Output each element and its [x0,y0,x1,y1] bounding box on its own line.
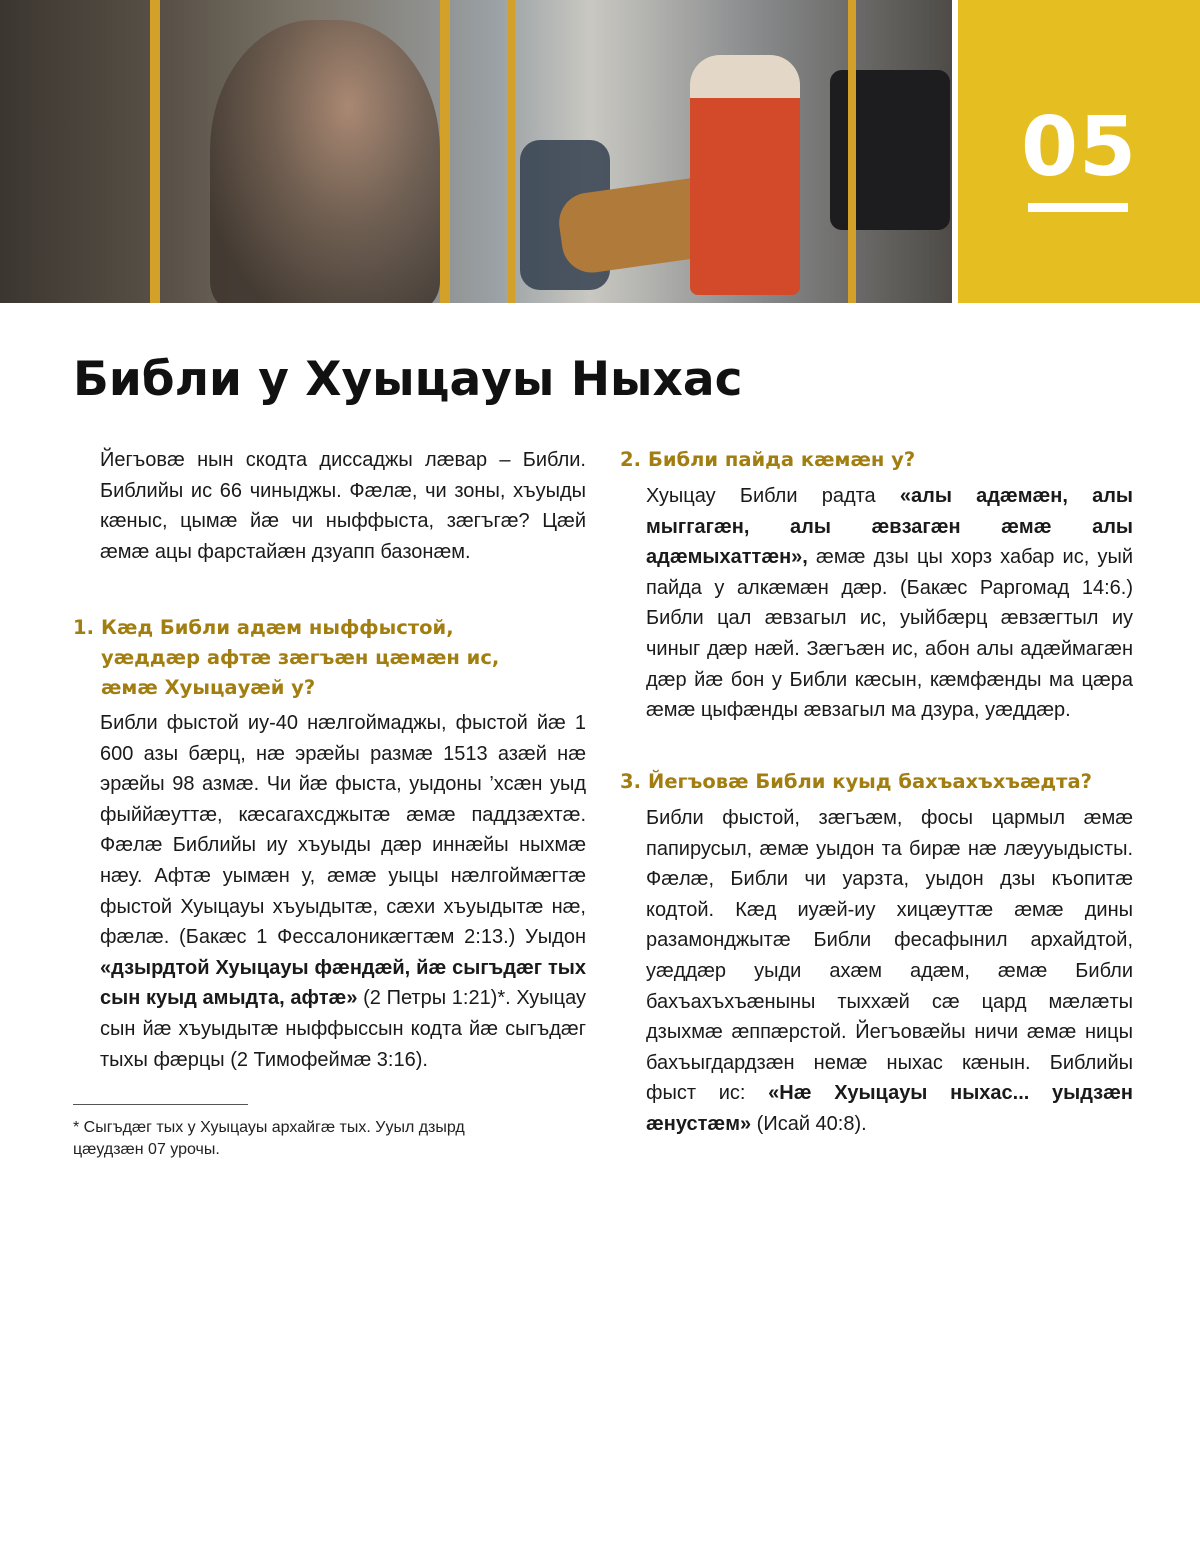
handrail-pole [508,0,515,303]
answer-3-paragraph: Библи фыстой, зæгъæм, фосы цармыл æмæ папирусыл, æмæ уыдон та бирæ нæ лæууыдысты. Фæлæ, Библи чи уарзта, уыдон дзы къопитæ кодтой. Кæд иуæй-иу хицæуттæ æмæ дины разамонджытæ Библи фесафынил архайдтой, уæддæр уыди ахæм адæм, æмæ Библи бахъахъхъæныны тыххæй сæ цард мæлæты дзыхмæ æппæрстой. Йегъовæйы ничи æмæ ницы бахъыгдардзæн немæ ныхас кæнын. Библийы фыст ис: «Нæ Хуыцауы ныхас... уыдзæн æнустæм» (Исай 40:8). [646,807,1133,1135]
footnote: * Сыгъдæг тых у Хуыцауы архайгæ тых. Ууыл дзырд цæудзæн 07 урочы. [73,1119,465,1158]
question-3-heading: 3. Йегъовæ Библи куыд бахъахъхъæдта? [620,770,1092,793]
question-2-heading: 2. Библи пайда кæмæн у? [620,448,916,471]
lesson-badge [958,0,1200,303]
reader-figure [690,55,800,295]
blurred-passenger [210,20,440,303]
header-photo [0,0,952,303]
question-1-heading: 1. Кæд Библи адæм ныффыстой, уæддæр афтæ зæгъæн цæмæн ис, æмæ Хуыцауæй у? [73,616,500,699]
handrail-pole [440,0,450,303]
handrail-pole [150,0,160,303]
badge-underline [1028,203,1128,212]
intro-paragraph: Йегъовæ нын скодта диссаджы лæвар – Библи. Библийы ис 66 чиныджы. Фæлæ, чи зоны, хъуыды кæныс, цымæ йæ чи ныффыста, зæгъгæ? Цæй æмæ ацы фарстайæн дзуапп базонæм. [100,449,586,563]
answer-2-paragraph: Хуыцау Библи радта «алы адæмæн, алы мыггагæн, алы æвзагæн æмæ алы адæмыхаттæн», æмæ дзы цы хорз хабар ис, уый пайда у алкæмæн дæр. (Бакæс Раргомад 14:6.) Библи цал æвзагыл ис, уыйбæрц æвзæгтыл иу чиныг дæр нæй. Зæгъæн ис, абон алы адæймагæн дæр йæ бон у Библи кæсын, кæмфæнды ма цæра æмæ цыфæнды æвзагыл ма дзура, уæддæр. [646,485,1134,722]
page-title: Библи у Хуыцауы Ныхас [73,352,743,407]
footnote-divider [73,1104,248,1105]
handrail-pole [848,0,856,303]
lesson-number: 05 [1020,100,1138,195]
answer-1-paragraph: Библи фыстой иу-40 нæлгоймаджы, фыстой йæ 1 600 азы бæрц, нæ эрæйы размæ 1513 азæй нæ эрæйы 98 азмæ. Чи йæ фыста, уыдоны ’хсæн уыд фыййæуттæ, кæсагахсджытæ æмæ паддзæхтæ. Фæлæ Библийы иу хъуыды дæр иннæйы ныхмæ нæу. Афтæ уымæн у, æмæ уыцы нæлгоймæгтæ фыстой Хуыцауы хъуыдытæ, сæхи хъуыдытæ нæ, фæлæ. (Бакæс 1 Фессалоникæгтæм 2:13.) Уыдон «дзырдтой Хуыцауы фæндæй, йæ сыгъдæг тых сын куыд амыдта, афтæ» (2 Петры 1:21)*. Хуыцау сын йæ хъуыдытæ ныффыссын кодта йæ сыгъдæг тыхы фæрцы (2 Тимофеймæ 3:16). [100,712,586,1071]
